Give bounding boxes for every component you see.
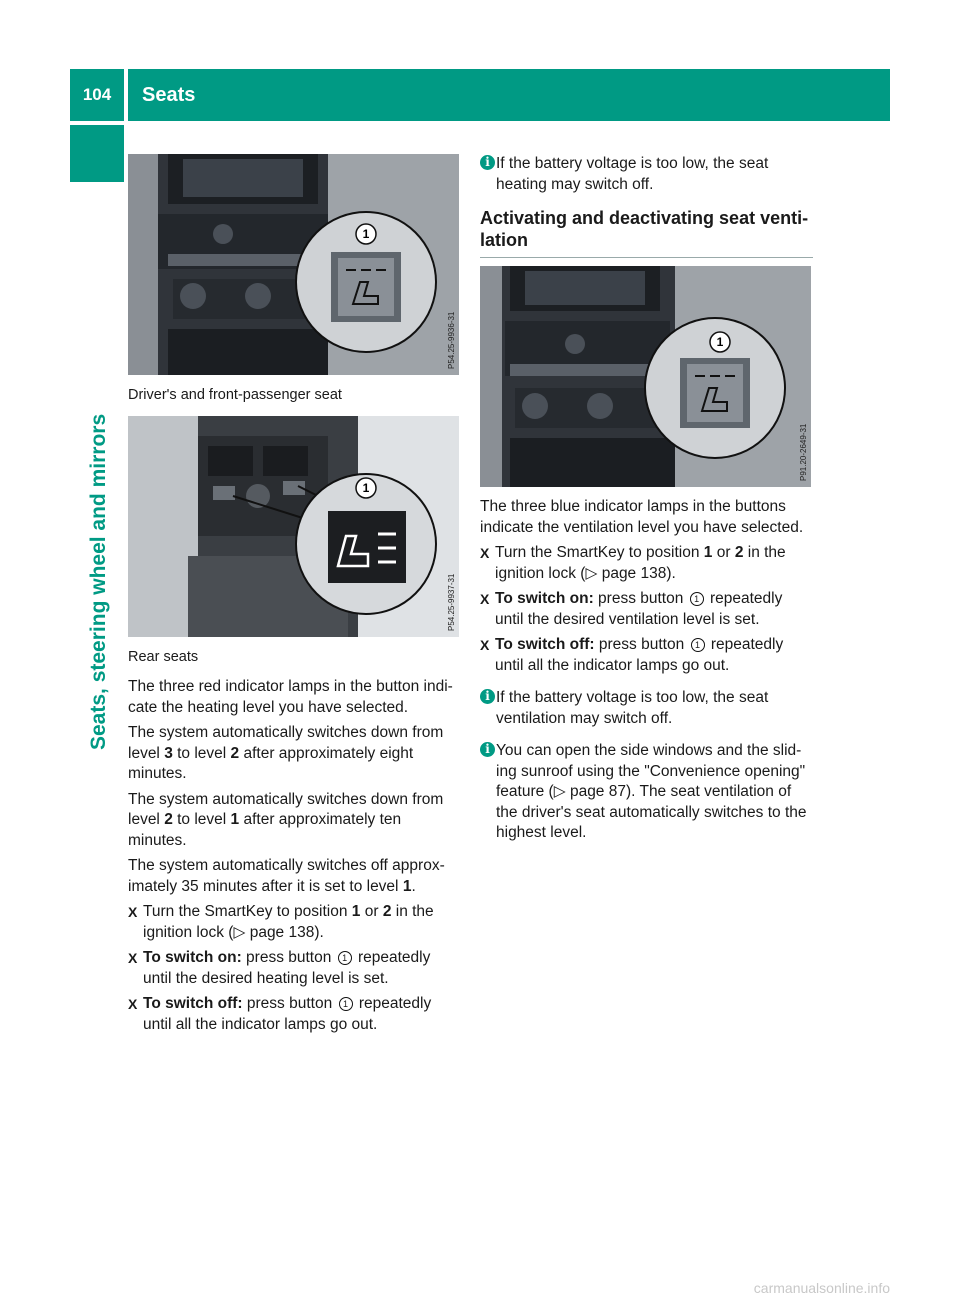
chapter-tab-marker <box>70 125 124 182</box>
info-note: i If the battery voltage is too low, the seat ventilation may switch off. <box>480 688 813 729</box>
paragraph: The three red indicator lamps in the button indi-cate the heating level you have selected. <box>128 678 453 716</box>
info-icon: i <box>480 689 495 704</box>
left-column <box>128 154 460 1040</box>
figure-caption: Driver's and front-passenger seat <box>128 387 342 403</box>
ventilation-console-illustration <box>480 266 811 487</box>
x-mark-icon: X <box>480 545 490 561</box>
figure-code: P54.25-9936-31 <box>447 311 456 369</box>
paragraph: The system automatically switches off approx-imately 35 minutes after it is set to level 1. <box>128 857 445 895</box>
figure-callout-1: 1 <box>362 227 370 241</box>
paragraph: The system automatically switches down from level 3 to level 2 after approximately eight minutes. <box>128 724 444 782</box>
front-console-illustration <box>128 154 459 375</box>
instruction-step: X Turn the SmartKey to position 1 or 2 in the ignition lock (▷ page 138). <box>128 903 434 941</box>
section-title: Seats <box>128 69 890 121</box>
instruction-step: X To switch off: press button 1 repeatedly until all the indicator lamps go out. <box>480 636 784 674</box>
instruction-step: X To switch off: press button 1 repeatedly until all the indicator lamps go out. <box>128 995 432 1033</box>
rear-console-illustration <box>128 416 459 637</box>
callout-1-icon: 1 <box>339 997 353 1011</box>
info-note: i If the battery voltage is too low, the seat heating may switch off. <box>480 154 813 195</box>
info-icon: i <box>480 742 495 757</box>
chapter-side-label: Seats, steering wheel and mirrors <box>87 413 110 750</box>
x-mark-icon: X <box>480 637 490 653</box>
watermark: carmanualsonline.info <box>753 1280 890 1296</box>
info-note: i You can open the side windows and the slid-ing sunroof using the "Convenience opening" feature (▷ page 87). The seat ventilation of the driver's seat automatically switches to the highest level. <box>480 741 813 844</box>
paragraph: The three blue indicator lamps in the buttons indicate the ventilation level you have selected. <box>480 498 804 536</box>
callout-1-icon: 1 <box>690 592 704 606</box>
instruction-step: X Turn the SmartKey to position 1 or 2 in the ignition lock (▷ page 138). <box>480 544 786 582</box>
x-mark-icon: X <box>128 950 138 966</box>
figure-callout-1: 1 <box>362 480 370 495</box>
instruction-step: X To switch on: press button 1 repeatedly until the desired heating level is set. <box>128 949 431 987</box>
page-reference-link[interactable]: page 138). <box>597 564 676 582</box>
x-mark-icon: X <box>128 904 138 920</box>
figure-seat-ventilation <box>480 266 811 487</box>
callout-1-icon: 1 <box>691 638 705 652</box>
paragraph: The system automatically switches down from level 2 to level 1 after approximately ten minutes. <box>128 790 444 849</box>
figure-rear-seat-heating <box>128 416 459 637</box>
x-mark-icon: X <box>128 996 138 1012</box>
page-ref-arrow-icon: ▷ <box>585 564 598 582</box>
instruction-step: X To switch on: press button 1 repeatedly until the desired ventilation level is set. <box>480 590 783 628</box>
page-number: 104 <box>70 69 124 121</box>
figure-callout-1: 1 <box>716 335 724 349</box>
callout-1-icon: 1 <box>338 951 352 965</box>
info-icon: i <box>480 155 495 170</box>
figure-front-seat-heating <box>128 154 459 375</box>
figure-code: P54.25-9937-31 <box>447 573 456 631</box>
section-heading: Activating and deactivating seat venti-lation <box>480 207 813 258</box>
right-column <box>480 154 813 856</box>
figure-caption: Rear seats <box>128 648 199 665</box>
x-mark-icon: X <box>480 591 490 607</box>
figure-code: P91.20-2649-31 <box>799 423 808 481</box>
page-ref-arrow-icon: ▷ <box>233 923 246 941</box>
page-reference-link[interactable]: page 138). <box>245 923 324 941</box>
